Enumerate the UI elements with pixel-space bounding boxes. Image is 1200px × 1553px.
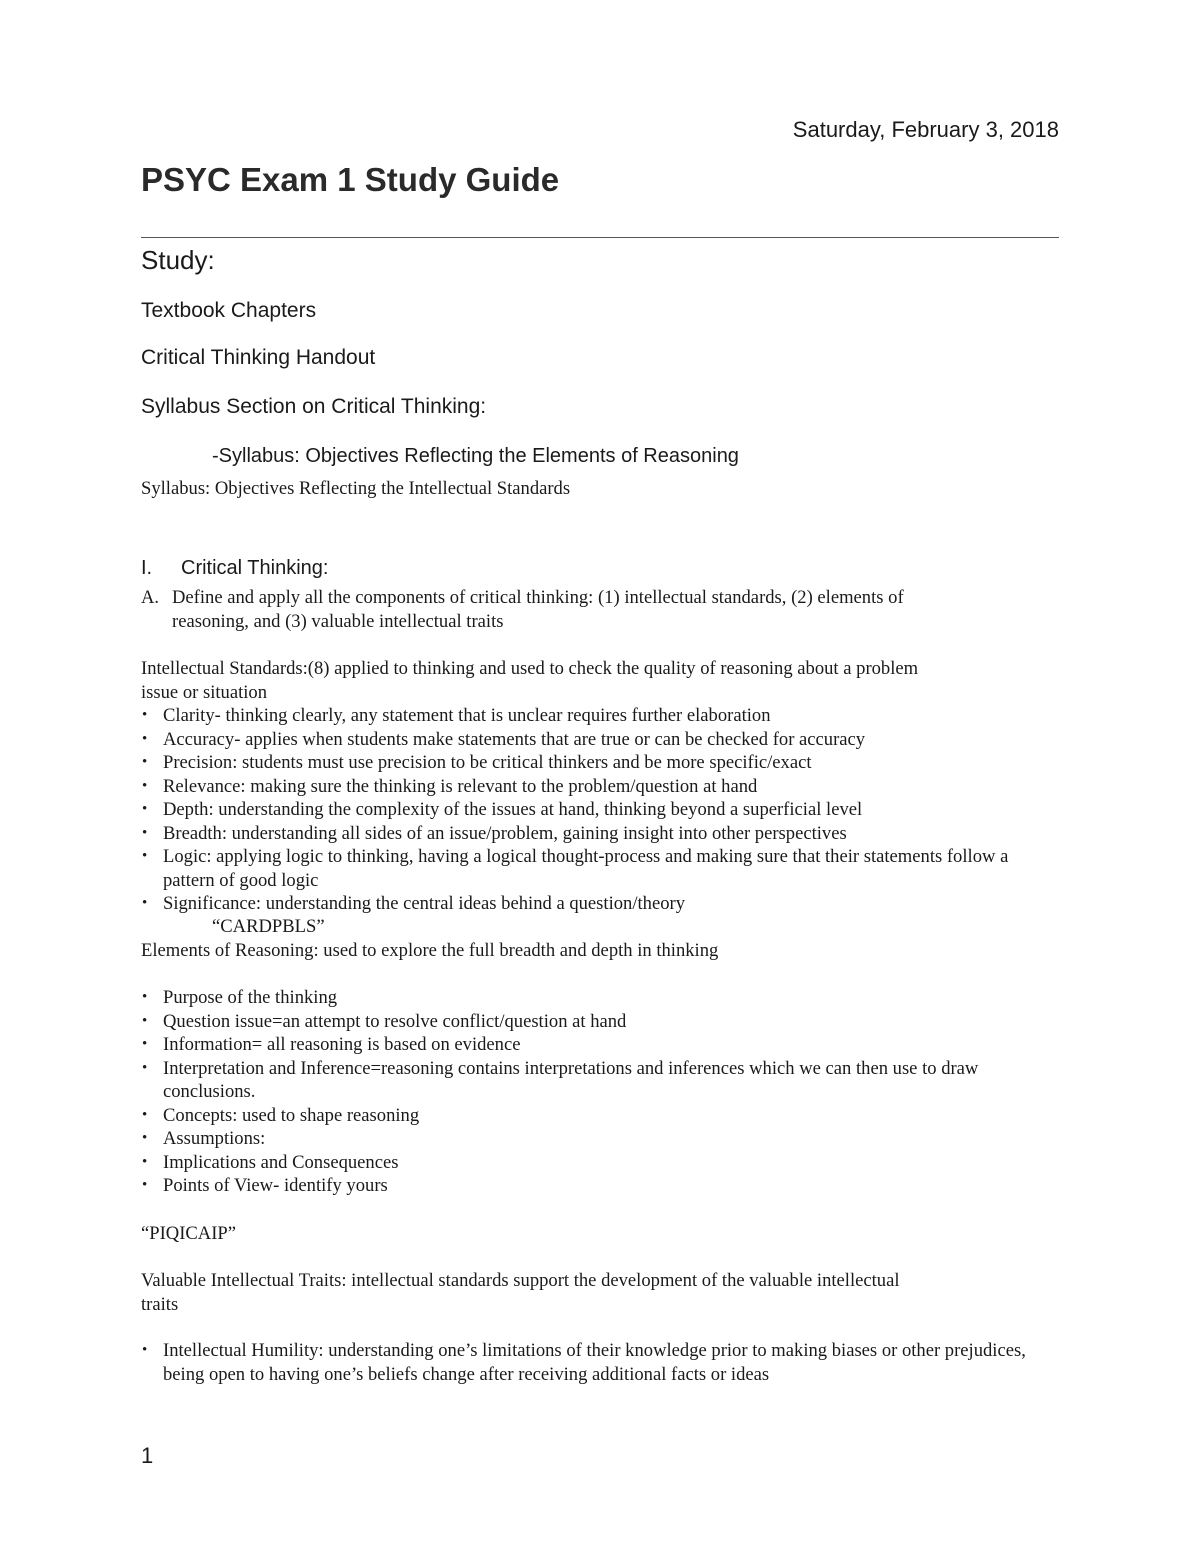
section-heading-critical-thinking [141,557,328,580]
study-item-handout: Critical Thinking Handout [141,346,376,369]
reasoning-intro: Elements of Reasoning: used to explore the full breadth and depth in thinking [141,940,719,961]
reasoning-list [141,986,1071,1198]
study-heading: Study: [141,245,215,275]
traits-intro-line1: Valuable Intellectual Traits: intellectual standards support the development of the valuable intellectual [141,1270,900,1291]
title-divider [141,237,1059,238]
standards-intro [141,657,918,704]
standards-mnemonic: “CARDPBLS” [212,916,325,937]
list-item: • Relevance: making sure the thinking is relevant to the problem/question at hand [141,775,1071,799]
traits-list [141,1339,1071,1386]
document-title: PSYC Exam 1 Study Guide [141,161,560,198]
list-item: • Points of View- identify yours [141,1174,1071,1198]
list-item: • Accuracy- applies when students make statements that are true or can be checked for accuracy [141,728,1071,752]
list-item: • Implications and Consequences [141,1151,1071,1175]
syllabus-subitem-standards: Syllabus: Objectives Reflecting the Intellectual Standards [141,478,571,499]
reasoning-mnemonic: “PIQICAIP” [141,1223,237,1244]
section-numeral: I. [141,557,153,579]
list-item: • Purpose of the thinking [141,986,1071,1010]
list-item: • Interpretation and Inference=reasoning contains interpretations and inferences which we can then use to draw conclusions. [141,1057,1063,1104]
list-item: • Depth: understanding the complexity of the issues at hand, thinking beyond a superficial level [141,798,1071,822]
list-item: • Significance: understanding the central ideas behind a question/theory [141,892,1071,916]
list-item: • Concepts: used to shape reasoning [141,1104,1071,1128]
document-date: Saturday, February 3, 2018 [792,117,1059,142]
list-item: • Clarity- thinking clearly, any statement that is unclear requires further elaboration [141,704,1071,728]
study-item-textbook: Textbook Chapters [141,299,317,322]
traits-intro-line2: traits [141,1293,179,1315]
study-item-syllabus: Syllabus Section on Critical Thinking: [141,395,487,418]
standards-list [141,704,1071,916]
list-item: • Question issue=an attempt to resolve conflict/question at hand [141,1010,1071,1034]
standards-intro-line1: Intellectual Standards:(8) applied to thinking and used to check the quality of reasoning about a problem [141,658,919,679]
syllabus-subitem-reasoning: -Syllabus: Objectives Reflecting the Elements of Reasoning [212,445,739,467]
traits-intro [141,1269,900,1316]
list-item: • Information= all reasoning is based on evidence [141,1033,1071,1057]
list-item: • Logic: applying logic to thinking, having a logical thought-process and making sure that their statements follow a pattern of good logic [141,845,1013,892]
objective-a [141,586,904,633]
list-item: • Intellectual Humility: understanding one’s limitations of their knowledge prior to making biases or other prejudices, being open to having one’s beliefs change after receiving additional facts or ideas [141,1339,1043,1386]
objective-text-line1: Define and apply all the components of critical thinking: (1) intellectual standards, (2) elements of [172,587,904,608]
list-item: • Assumptions: [141,1127,1071,1151]
objective-label: A. [141,587,160,608]
section-title: Critical Thinking: [181,557,329,579]
objective-text-line2: reasoning, and (3) valuable intellectual traits [172,610,504,632]
page-number: 1 [141,1443,154,1468]
standards-intro-line2: issue or situation [141,681,268,703]
list-item: • Precision: students must use precision to be critical thinkers and be more specific/exact [141,751,1071,775]
list-item: • Breadth: understanding all sides of an issue/problem, gaining insight into other perspectives [141,822,1071,846]
